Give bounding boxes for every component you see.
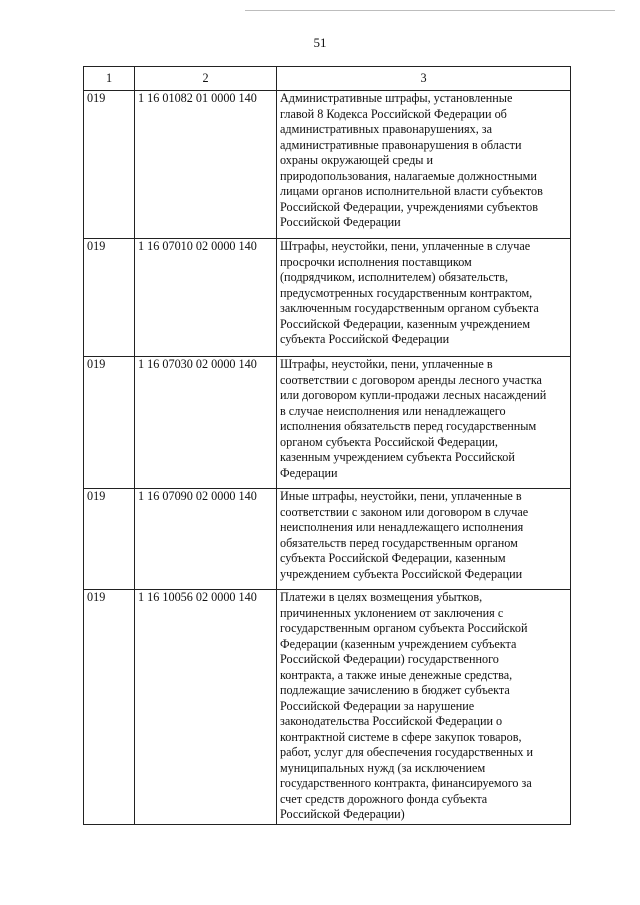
page-number: 51 [313, 35, 327, 50]
description-line: Штрафы, неустойки, пени, уплаченные в случае [280, 239, 531, 253]
description-line: подлежащие зачислению в бюджет субъекта [280, 683, 510, 697]
header-col-1: 1 [84, 67, 135, 91]
description-line: главой 8 Кодекса Российской Федерации об [280, 106, 507, 121]
description-cell [277, 357, 571, 489]
description-line: Федерации (казенным учреждением субъекта [280, 636, 517, 651]
description-line: Российской Федерации [280, 215, 401, 229]
description-line: административные правонарушения в области [280, 137, 522, 152]
description-line: лицами органов исполнительной власти субъектов [280, 184, 543, 198]
description-line: учреждением субъекта Российской Федерации [280, 566, 523, 581]
header-col-2: 2 [135, 67, 277, 91]
description-line: счет средств дорожного фонда субъекта [280, 791, 488, 806]
description-line: обязательств перед государственным органом [280, 535, 518, 550]
budget-code-cell: 1 16 10056 02 0000 140 [135, 590, 277, 825]
description-line: Российской Федерации) государственного [280, 652, 499, 666]
description-cell [277, 590, 571, 825]
description-line: охраны окружающей среды и [280, 153, 434, 167]
description-cell [277, 489, 571, 590]
description-line: государственного контракта, финансируемого за [280, 776, 532, 790]
description-line: контрактной системе в сфере закупок товаров, [280, 729, 522, 744]
description-line: просрочки исполнения поставщиком [280, 254, 472, 269]
description-line: в случае неисполнения или ненадлежащего [280, 403, 506, 418]
budget-code-cell: 1 16 01082 01 0000 140 [135, 91, 277, 239]
description-line: работ, услуг для обеспечения государственных и [280, 745, 534, 759]
admin-code-cell: 019 [84, 489, 135, 590]
header-col-3: 3 [277, 67, 571, 91]
description-line: субъекта Российской Федерации [280, 332, 450, 346]
table-header-row [84, 67, 571, 91]
table-row [84, 357, 571, 489]
budget-code-cell: 1 16 07090 02 0000 140 [135, 489, 277, 590]
description-line: субъекта Российской Федерации, казенным [280, 551, 506, 565]
description-line: причиненных уклонением от заключения с [280, 605, 504, 620]
description-line: природопользования, налагаемые должностными [280, 168, 537, 183]
table-row [84, 239, 571, 357]
description-cell [277, 91, 571, 239]
description-line: Административные штрафы, установленные [280, 91, 513, 105]
description-line: заключенным государственным органом субъекта [280, 301, 539, 315]
budget-codes-table [83, 66, 571, 825]
description-line: казенным учреждением субъекта Российской [280, 450, 515, 464]
description-line: контракта, а также иные денежные средства, [280, 667, 513, 682]
table-row [84, 590, 571, 825]
description-line: Российской Федерации за нарушение [280, 698, 475, 713]
table-row [84, 91, 571, 239]
description-cell [277, 239, 571, 357]
scan-edge-line [245, 10, 615, 11]
budget-code-cell: 1 16 07030 02 0000 140 [135, 357, 277, 489]
description-line: муниципальных нужд (за исключением [280, 760, 486, 775]
description-line: (подрядчиком, исполнителем) обязательств, [280, 270, 509, 284]
description-line: Российской Федерации) [280, 807, 405, 821]
description-line: административных правонарушениях, за [280, 122, 493, 136]
budget-code-cell: 1 16 07010 02 0000 140 [135, 239, 277, 357]
description-line: государственным органом субъекта Российской [280, 621, 528, 635]
description-line: соответствии с договором аренды лесного участка [280, 372, 542, 387]
description-line: исполнения обязательств перед государственным [280, 419, 537, 433]
admin-code-cell: 019 [84, 590, 135, 825]
table-body [84, 91, 571, 825]
admin-code-cell: 019 [84, 91, 135, 239]
description-line: Штрафы, неустойки, пени, уплаченные в [280, 357, 493, 371]
description-line: предусмотренных государственным контрактом, [280, 285, 533, 300]
description-line: Российской Федерации, казенным учреждением [280, 316, 531, 331]
admin-code-cell: 019 [84, 357, 135, 489]
description-line: законодательства Российской Федерации о [280, 714, 503, 728]
description-line: соответствии с законом или договором в случае [280, 504, 529, 519]
description-line: органом субъекта Российской Федерации, [280, 434, 498, 449]
description-line: Иные штрафы, неустойки, пени, уплаченные в [280, 489, 522, 503]
admin-code-cell: 019 [84, 239, 135, 357]
description-line: Платежи в целях возмещения убытков, [280, 590, 483, 604]
description-line: Российской Федерации, учреждениями субъектов [280, 199, 539, 214]
description-line: Федерации [280, 465, 338, 480]
description-line: неисполнения или ненадлежащего исполнения [280, 520, 524, 534]
table-row [84, 489, 571, 590]
description-line: или договором купли-продажи лесных насаждений [280, 388, 547, 402]
